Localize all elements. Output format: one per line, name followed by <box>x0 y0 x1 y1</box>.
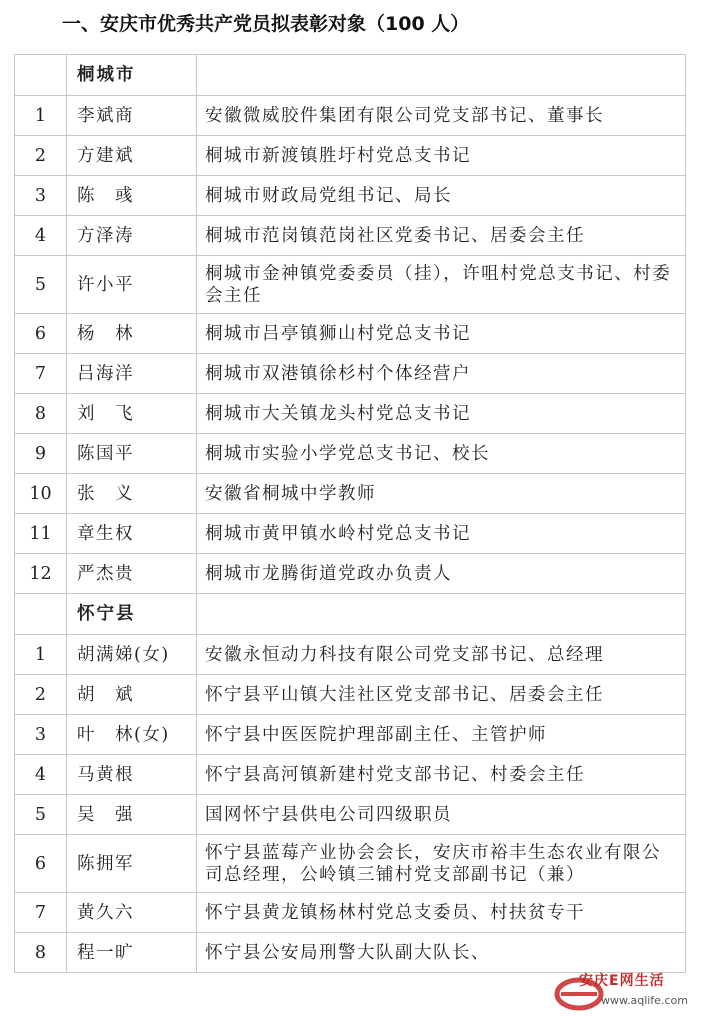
person-name: 胡 斌 <box>67 675 197 715</box>
row-number: 4 <box>15 216 67 256</box>
row-number: 4 <box>15 755 67 795</box>
table-row <box>15 893 686 933</box>
position-description: 怀宁县中医医院护理部副主任、主管护师 <box>197 715 686 755</box>
row-number: 1 <box>15 635 67 675</box>
person-name: 陈国平 <box>67 434 197 474</box>
position-description: 怀宁县黄龙镇杨林村党总支委员、村扶贫专干 <box>197 893 686 933</box>
position-description: 桐城市新渡镇胜圩村党总支书记 <box>197 136 686 176</box>
person-name: 陈 彧 <box>67 176 197 216</box>
position-description: 桐城市财政局党组书记、局长 <box>197 176 686 216</box>
position-description: 国网怀宁县供电公司四级职员 <box>197 795 686 835</box>
table-row <box>15 795 686 835</box>
row-number: 10 <box>15 474 67 514</box>
section-blank-cell <box>15 594 67 635</box>
person-name: 李斌商 <box>67 96 197 136</box>
row-number: 5 <box>15 795 67 835</box>
row-number: 9 <box>15 434 67 474</box>
person-name: 刘 飞 <box>67 394 197 434</box>
person-name: 胡满娣(女) <box>67 635 197 675</box>
page-title: 一、安庆市优秀共产党员拟表彰对象（100 人） <box>62 13 470 35</box>
row-number: 2 <box>15 136 67 176</box>
table-row <box>15 635 686 675</box>
row-number: 8 <box>15 394 67 434</box>
position-description: 安徽永恒动力科技有限公司党支部书记、总经理 <box>197 635 686 675</box>
position-description: 桐城市双港镇徐杉村个体经营户 <box>197 354 686 394</box>
row-number: 5 <box>15 256 67 314</box>
table-row <box>15 314 686 354</box>
person-name: 吕海洋 <box>67 354 197 394</box>
row-number: 6 <box>15 314 67 354</box>
position-description: 桐城市大关镇龙头村党总支书记 <box>197 394 686 434</box>
person-name: 陈拥军 <box>67 835 197 893</box>
row-number: 7 <box>15 893 67 933</box>
row-number: 2 <box>15 675 67 715</box>
position-description: 怀宁县高河镇新建村党支部书记、村委会主任 <box>197 755 686 795</box>
position-description: 桐城市黄甲镇水岭村党总支书记 <box>197 514 686 554</box>
person-name: 章生权 <box>67 514 197 554</box>
table-row <box>15 136 686 176</box>
section-title: 怀宁县 <box>67 594 197 635</box>
row-number: 3 <box>15 715 67 755</box>
person-name: 方泽涛 <box>67 216 197 256</box>
person-name: 张 义 <box>67 474 197 514</box>
table-row <box>15 394 686 434</box>
position-description: 桐城市金神镇党委委员（挂），许咀村党总支书记、村委会主任 <box>197 256 686 314</box>
watermark-text: 安庆E网生活 <box>579 973 665 989</box>
section-blank-cell <box>197 55 686 96</box>
table-row <box>15 96 686 136</box>
table-row <box>15 715 686 755</box>
person-name: 许小平 <box>67 256 197 314</box>
position-description: 安徽微威胶件集团有限公司党支部书记、董事长 <box>197 96 686 136</box>
person-name: 马黄根 <box>67 755 197 795</box>
person-name: 吴 强 <box>67 795 197 835</box>
position-description: 怀宁县蓝莓产业协会会长，安庆市裕丰生态农业有限公司总经理，公岭镇三铺村党支部副书记（兼） <box>197 835 686 893</box>
person-name: 严杰贵 <box>67 554 197 594</box>
table-row <box>15 216 686 256</box>
person-name: 黄久六 <box>67 893 197 933</box>
position-description: 安徽省桐城中学教师 <box>197 474 686 514</box>
table-row <box>15 354 686 394</box>
row-number: 8 <box>15 933 67 973</box>
table-row <box>15 176 686 216</box>
position-description: 怀宁县平山镇大洼社区党支部书记、居委会主任 <box>197 675 686 715</box>
person-name: 叶 林(女) <box>67 715 197 755</box>
person-name: 程一旷 <box>67 933 197 973</box>
section-header-row <box>15 55 686 96</box>
watermark-url: www.aqlife.com <box>601 994 688 1007</box>
row-number: 6 <box>15 835 67 893</box>
person-name: 杨 林 <box>67 314 197 354</box>
table-row <box>15 256 686 314</box>
award-table-body <box>15 55 686 973</box>
row-number: 3 <box>15 176 67 216</box>
table-row <box>15 755 686 795</box>
person-name: 方建斌 <box>67 136 197 176</box>
position-description: 怀宁县公安局刑警大队副大队长、 <box>197 933 686 973</box>
table-row <box>15 675 686 715</box>
row-number: 7 <box>15 354 67 394</box>
row-number: 12 <box>15 554 67 594</box>
table-row <box>15 474 686 514</box>
award-table <box>14 54 686 973</box>
table-row <box>15 514 686 554</box>
row-number: 11 <box>15 514 67 554</box>
position-description: 桐城市实验小学党总支书记、校长 <box>197 434 686 474</box>
table-row <box>15 434 686 474</box>
position-description: 桐城市龙腾街道党政办负责人 <box>197 554 686 594</box>
table-row <box>15 554 686 594</box>
position-description: 桐城市吕亭镇狮山村党总支书记 <box>197 314 686 354</box>
site-watermark <box>553 964 709 1016</box>
section-blank-cell <box>15 55 67 96</box>
section-title: 桐城市 <box>67 55 197 96</box>
section-header-row <box>15 594 686 635</box>
row-number: 1 <box>15 96 67 136</box>
position-description: 桐城市范岗镇范岗社区党委书记、居委会主任 <box>197 216 686 256</box>
section-blank-cell <box>197 594 686 635</box>
table-row <box>15 835 686 893</box>
